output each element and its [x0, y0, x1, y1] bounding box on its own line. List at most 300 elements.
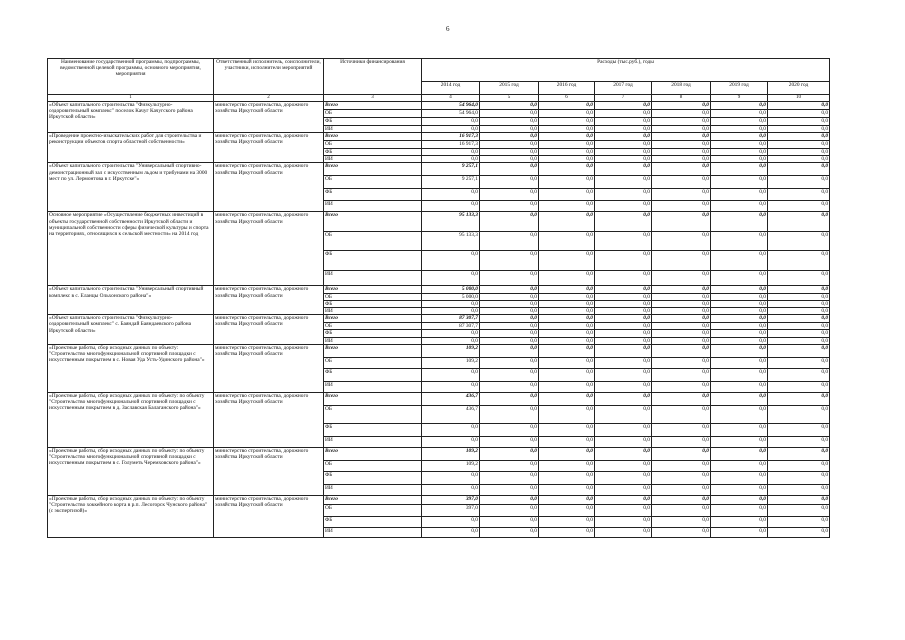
expense-value: 0,0 [480, 117, 539, 125]
expense-value: 0,0 [768, 163, 830, 176]
expense-value: 0,0 [595, 212, 652, 232]
expense-value: 0,0 [422, 156, 480, 163]
expense-value: 0,0 [652, 163, 711, 176]
expense-value: 0,0 [711, 447, 768, 460]
expense-value: 0,0 [595, 156, 652, 163]
funding-source: ОБ [324, 504, 422, 516]
expense-value: 0,0 [652, 337, 711, 344]
expense-value: 0,0 [711, 337, 768, 344]
expense-value: 0,0 [711, 516, 768, 527]
expense-value: 0,0 [768, 307, 830, 314]
expense-value: 0,0 [539, 163, 595, 176]
funding-source: ОБ [324, 357, 422, 368]
expense-value: 0,0 [595, 109, 652, 117]
expense-value: 0,0 [480, 323, 539, 330]
expense-value: 0,0 [480, 251, 539, 271]
funding-source: ИИ [324, 125, 422, 132]
table-row [48, 315, 830, 323]
expense-value: 87 307,7 [422, 323, 480, 330]
funding-source: Всего [324, 392, 422, 405]
expense-value: 0,0 [539, 330, 595, 337]
column-number: 3 [324, 95, 422, 102]
expense-value: 0,0 [539, 460, 595, 471]
expense-value: 0,0 [480, 337, 539, 344]
expense-value: 0,0 [422, 125, 480, 132]
expense-value: 0,0 [768, 405, 830, 423]
expense-value: 0,0 [539, 436, 595, 447]
expense-value: 0,0 [539, 201, 595, 212]
measure-name: «Проектные работы, сбор исходных данных по объекту: по объекту "Строительство хоккейного корта в р.п. Лесогорск Чунского района" (с экспертизой)» [48, 495, 214, 537]
expense-value: 0,0 [539, 148, 595, 155]
expense-value: 16 917,3 [422, 140, 480, 148]
funding-source: ИИ [324, 307, 422, 314]
expense-value: 0,0 [652, 293, 711, 300]
funding-source: ФБ [324, 516, 422, 527]
expense-value: 0,0 [539, 307, 595, 314]
expense-value: 0,0 [711, 368, 768, 381]
expense-value: 0,0 [652, 484, 711, 495]
expense-value: 0,0 [595, 232, 652, 251]
expense-value: 0,0 [652, 368, 711, 381]
expense-value: 0,0 [652, 330, 711, 337]
header-year: 2017 год [595, 82, 652, 95]
expense-value: 0,0 [711, 109, 768, 117]
expense-value: 0,0 [595, 148, 652, 155]
header-name: Наименование государственной программы, подпрограммы, ведомственной целевой программы, основного мероприятия, мероприятия [48, 59, 214, 95]
expense-value: 0,0 [480, 344, 539, 357]
funding-source: Всего [324, 212, 422, 232]
expense-value: 0,0 [652, 516, 711, 527]
expense-value: 0,0 [539, 381, 595, 392]
expense-value: 0,0 [595, 344, 652, 357]
expense-value: 16 917,3 [422, 132, 480, 140]
expense-value: 0,0 [422, 471, 480, 484]
responsible-executor: министерство строительства, дорожного хозяйства Иркутской области [214, 286, 324, 315]
expense-value: 0,0 [422, 148, 480, 155]
expense-value: 0,0 [539, 125, 595, 132]
expense-value: 0,0 [480, 148, 539, 155]
expense-value: 0,0 [595, 201, 652, 212]
expense-value: 0,0 [480, 300, 539, 307]
expense-value: 0,0 [480, 357, 539, 368]
expense-value: 0,0 [539, 176, 595, 189]
header-year: 2014 год [422, 82, 480, 95]
header-row [48, 59, 830, 82]
expense-value: 0,0 [768, 201, 830, 212]
responsible-executor: министерство строительства, дорожного хозяйства Иркутской области [214, 495, 324, 537]
expense-value: 0,0 [595, 163, 652, 176]
column-number: 8 [652, 95, 711, 102]
expense-value: 0,0 [539, 423, 595, 436]
expense-value: 397,0 [422, 504, 480, 516]
table-row [48, 286, 830, 293]
expense-value: 0,0 [422, 527, 480, 537]
funding-source: ОБ [324, 460, 422, 471]
expense-value: 0,0 [539, 344, 595, 357]
expense-value: 0,0 [768, 495, 830, 504]
expense-value: 0,0 [711, 381, 768, 392]
expense-value: 0,0 [652, 392, 711, 405]
funding-source: ФБ [324, 148, 422, 155]
expense-value: 0,0 [768, 293, 830, 300]
responsible-executor: министерство строительства, дорожного хозяйства Иркутской области [214, 344, 324, 392]
expense-value: 0,0 [652, 423, 711, 436]
funding-source: ОБ [324, 109, 422, 117]
funding-source: ФБ [324, 423, 422, 436]
expense-value: 0,0 [539, 323, 595, 330]
expense-value: 9 257,1 [422, 163, 480, 176]
expense-value: 0,0 [652, 148, 711, 155]
funding-source: ИИ [324, 527, 422, 537]
expense-value: 0,0 [422, 271, 480, 286]
expense-value: 0,0 [595, 337, 652, 344]
expense-value: 0,0 [480, 381, 539, 392]
expense-value: 0,0 [711, 251, 768, 271]
expense-value: 0,0 [480, 212, 539, 232]
expense-value: 0,0 [539, 405, 595, 423]
expense-value: 0,0 [480, 315, 539, 323]
funding-source: ФБ [324, 330, 422, 337]
expense-value: 0,0 [711, 101, 768, 109]
funding-source: ФБ [324, 251, 422, 271]
expense-value: 9 257,1 [422, 176, 480, 189]
expense-value: 0,0 [480, 436, 539, 447]
funding-source: ОБ [324, 405, 422, 423]
expense-value: 0,0 [768, 140, 830, 148]
expense-value: 5 000,0 [422, 293, 480, 300]
expense-value: 0,0 [480, 504, 539, 516]
expense-value: 0,0 [652, 447, 711, 460]
expense-value: 0,0 [768, 189, 830, 201]
funding-source: Всего [324, 101, 422, 109]
expense-value: 0,0 [480, 286, 539, 293]
expense-value: 0,0 [595, 101, 652, 109]
table-row [48, 132, 830, 140]
funding-source: ИИ [324, 271, 422, 286]
expense-value: 0,0 [768, 101, 830, 109]
expense-value: 0,0 [422, 307, 480, 314]
expense-value: 109,2 [422, 344, 480, 357]
expense-value: 0,0 [768, 344, 830, 357]
expense-value: 0,0 [595, 125, 652, 132]
expense-value: 0,0 [595, 495, 652, 504]
expense-value: 0,0 [480, 527, 539, 537]
expense-value: 0,0 [480, 447, 539, 460]
expense-value: 0,0 [711, 232, 768, 251]
funding-source: Всего [324, 286, 422, 293]
expense-value: 0,0 [480, 189, 539, 201]
expense-value: 0,0 [711, 212, 768, 232]
expense-value: 0,0 [539, 140, 595, 148]
expense-value: 0,0 [422, 516, 480, 527]
expense-value: 95 133,3 [422, 212, 480, 232]
expense-value: 0,0 [539, 471, 595, 484]
expense-value: 0,0 [768, 232, 830, 251]
responsible-executor: министерство строительства, дорожного хозяйства Иркутской области [214, 212, 324, 286]
column-number: 5 [480, 95, 539, 102]
expense-value: 0,0 [422, 117, 480, 125]
table-row [48, 447, 830, 460]
expense-value: 0,0 [480, 516, 539, 527]
table-body [48, 101, 830, 537]
expense-value: 0,0 [422, 484, 480, 495]
funding-source: Всего [324, 495, 422, 504]
expense-value: 0,0 [539, 447, 595, 460]
expense-value: 0,0 [422, 423, 480, 436]
expense-value: 0,0 [422, 381, 480, 392]
column-number: 6 [539, 95, 595, 102]
expense-value: 0,0 [711, 148, 768, 155]
expense-value: 0,0 [711, 125, 768, 132]
expense-value: 0,0 [422, 436, 480, 447]
expense-value: 0,0 [595, 117, 652, 125]
expense-value: 0,0 [711, 201, 768, 212]
measure-name: «Проектные работы, сбор исходных данных по объекту: "Строительство многофункциональной спортивной площадки с искусственным покрытием в с. Новая Уда Усть-Удинского района"» [48, 344, 214, 392]
table-row [48, 495, 830, 504]
expense-value: 0,0 [768, 286, 830, 293]
expense-value: 0,0 [652, 251, 711, 271]
table-row [48, 344, 830, 357]
expense-value: 54 964,0 [422, 101, 480, 109]
header-year: 2015 год [480, 82, 539, 95]
table-row [48, 212, 830, 232]
expense-value: 0,0 [652, 286, 711, 293]
expense-value: 0,0 [711, 357, 768, 368]
expense-value: 0,0 [711, 504, 768, 516]
expense-value: 0,0 [480, 495, 539, 504]
expense-value: 0,0 [711, 495, 768, 504]
funding-source: Всего [324, 163, 422, 176]
expense-value: 0,0 [480, 392, 539, 405]
measure-name: «Объект капитального строительства "Универсальный спортивный комплекс в с. Еланцы Ольхонского района"» [48, 286, 214, 315]
responsible-executor: министерство строительства, дорожного хозяйства Иркутской области [214, 132, 324, 162]
expense-value: 0,0 [768, 109, 830, 117]
measure-name: «Объект капитального строительства "Универсальный спортивно-демонстрационный зал с искусственным льдом и трибунами на 3000 мест по ул. Лермонтова в г. Иркутске"» [48, 163, 214, 212]
expense-value: 0,0 [539, 337, 595, 344]
table-row [48, 163, 830, 176]
expense-value: 0,0 [768, 125, 830, 132]
expense-value: 0,0 [480, 132, 539, 140]
column-number: 10 [768, 95, 830, 102]
expense-value: 0,0 [768, 132, 830, 140]
expense-value: 0,0 [768, 148, 830, 155]
expense-value: 0,0 [539, 315, 595, 323]
expense-value: 436,7 [422, 405, 480, 423]
expense-value: 0,0 [652, 125, 711, 132]
expense-value: 0,0 [595, 132, 652, 140]
column-number: 9 [711, 95, 768, 102]
expense-value: 0,0 [711, 392, 768, 405]
expense-value: 0,0 [711, 293, 768, 300]
expense-value: 0,0 [768, 156, 830, 163]
responsible-executor: министерство строительства, дорожного хозяйства Иркутской области [214, 392, 324, 447]
expense-value: 0,0 [539, 212, 595, 232]
expense-value: 0,0 [768, 447, 830, 460]
expense-value: 0,0 [595, 504, 652, 516]
header-expenses: Расходы (тыс.руб.), годы [422, 59, 830, 82]
expense-value: 0,0 [652, 504, 711, 516]
expense-value: 0,0 [595, 381, 652, 392]
expense-value: 0,0 [539, 495, 595, 504]
funding-source: ИИ [324, 201, 422, 212]
column-number: 4 [422, 95, 480, 102]
funding-source: Всего [324, 344, 422, 357]
expense-value: 0,0 [652, 109, 711, 117]
expense-value: 109,2 [422, 357, 480, 368]
expense-value: 0,0 [768, 516, 830, 527]
expense-value: 0,0 [539, 527, 595, 537]
expense-value: 0,0 [768, 423, 830, 436]
funding-source: ФБ [324, 471, 422, 484]
expense-value: 0,0 [652, 323, 711, 330]
expense-value: 0,0 [480, 156, 539, 163]
expense-value: 0,0 [711, 405, 768, 423]
expense-value: 0,0 [595, 471, 652, 484]
expense-value: 0,0 [652, 471, 711, 484]
expense-value: 0,0 [480, 471, 539, 484]
expense-value: 0,0 [768, 484, 830, 495]
expense-value: 0,0 [768, 504, 830, 516]
responsible-executor: министерство строительства, дорожного хозяйства Иркутской области [214, 447, 324, 495]
expense-value: 0,0 [768, 381, 830, 392]
expense-value: 0,0 [539, 392, 595, 405]
expense-value: 0,0 [595, 307, 652, 314]
expense-value: 0,0 [480, 307, 539, 314]
expense-value: 0,0 [539, 357, 595, 368]
expense-value: 0,0 [539, 516, 595, 527]
expense-value: 95 133,3 [422, 232, 480, 251]
expense-value: 0,0 [422, 330, 480, 337]
expense-value: 0,0 [711, 300, 768, 307]
expense-value: 0,0 [652, 460, 711, 471]
expense-value: 0,0 [652, 201, 711, 212]
expense-value: 0,0 [711, 163, 768, 176]
expense-value: 0,0 [768, 527, 830, 537]
funding-source: ФБ [324, 368, 422, 381]
expense-value: 0,0 [768, 357, 830, 368]
column-number: 7 [595, 95, 652, 102]
header-year: 2018 год [652, 82, 711, 95]
budget-table [47, 58, 830, 538]
header-year: 2020 год [768, 82, 830, 95]
expense-value: 0,0 [539, 504, 595, 516]
expense-value: 0,0 [652, 132, 711, 140]
expense-value: 0,0 [480, 140, 539, 148]
expense-value: 0,0 [595, 300, 652, 307]
funding-source: ФБ [324, 189, 422, 201]
expense-value: 0,0 [539, 286, 595, 293]
responsible-executor: министерство строительства, дорожного хозяйства Иркутской области [214, 163, 324, 212]
expense-value: 0,0 [595, 357, 652, 368]
expense-value: 0,0 [595, 315, 652, 323]
funding-source: ФБ [324, 117, 422, 125]
expense-value: 0,0 [422, 300, 480, 307]
expense-value: 0,0 [768, 323, 830, 330]
expense-value: 0,0 [711, 176, 768, 189]
expense-value: 0,0 [652, 344, 711, 357]
expense-value: 0,0 [652, 232, 711, 251]
funding-source: ОБ [324, 176, 422, 189]
expense-value: 0,0 [539, 271, 595, 286]
expense-value: 0,0 [539, 117, 595, 125]
expense-value: 0,0 [711, 330, 768, 337]
expense-value: 0,0 [539, 189, 595, 201]
expense-value: 0,0 [711, 156, 768, 163]
funding-source: Всего [324, 132, 422, 140]
expense-value: 0,0 [595, 484, 652, 495]
expense-value: 0,0 [768, 117, 830, 125]
expense-value: 0,0 [595, 251, 652, 271]
funding-source: ОБ [324, 323, 422, 330]
measure-name: «Объект капитального строительства "Физкультурно-оздоровительный комплекс" поселок Качуг Качугского района Иркутской области» [48, 101, 214, 132]
expense-value: 0,0 [595, 516, 652, 527]
expense-value: 0,0 [595, 330, 652, 337]
expense-value: 0,0 [768, 392, 830, 405]
expense-value: 0,0 [652, 381, 711, 392]
funding-source: Всего [324, 447, 422, 460]
expense-value: 0,0 [652, 527, 711, 537]
column-number-row [48, 95, 830, 102]
funding-source: ИИ [324, 436, 422, 447]
measure-name: «Проектные работы, сбор исходных данных по объекту: по объекту "Строительство многофункциональной спортивной площадки с искусственным покрытием в с. Голуметь Черемховского района"» [48, 447, 214, 495]
expense-value: 0,0 [422, 368, 480, 381]
expense-value: 0,0 [539, 484, 595, 495]
expense-value: 0,0 [711, 423, 768, 436]
funding-source: ИИ [324, 337, 422, 344]
expense-value: 0,0 [711, 436, 768, 447]
header-source: Источники финансирования [324, 59, 422, 95]
expense-value: 0,0 [652, 307, 711, 314]
expense-value: 54 964,0 [422, 109, 480, 117]
expense-value: 0,0 [652, 101, 711, 109]
expense-value: 0,0 [711, 460, 768, 471]
expense-value: 0,0 [595, 392, 652, 405]
funding-source: ОБ [324, 293, 422, 300]
table-row [48, 392, 830, 405]
expense-value: 0,0 [422, 251, 480, 271]
expense-value: 0,0 [652, 315, 711, 323]
expense-value: 109,2 [422, 460, 480, 471]
expense-value: 109,2 [422, 447, 480, 460]
expense-value: 0,0 [711, 484, 768, 495]
expense-value: 0,0 [480, 293, 539, 300]
expense-value: 0,0 [711, 315, 768, 323]
table-row [48, 101, 830, 109]
expense-value: 0,0 [480, 484, 539, 495]
expense-value: 0,0 [480, 163, 539, 176]
expense-value: 0,0 [768, 337, 830, 344]
page-number: 6 [446, 25, 450, 33]
expense-value: 0,0 [768, 212, 830, 232]
expense-value: 0,0 [652, 140, 711, 148]
expense-value: 0,0 [480, 101, 539, 109]
funding-source: ФБ [324, 300, 422, 307]
expense-value: 0,0 [711, 307, 768, 314]
expense-value: 0,0 [480, 405, 539, 423]
expense-value: 0,0 [480, 368, 539, 381]
expense-value: 0,0 [652, 495, 711, 504]
expense-value: 0,0 [595, 176, 652, 189]
expense-value: 0,0 [711, 286, 768, 293]
expense-value: 0,0 [480, 109, 539, 117]
expense-value: 0,0 [480, 232, 539, 251]
funding-source: ИИ [324, 484, 422, 495]
expense-value: 0,0 [480, 330, 539, 337]
expense-value: 0,0 [595, 405, 652, 423]
expense-value: 0,0 [711, 344, 768, 357]
expense-value: 0,0 [595, 460, 652, 471]
header-year: 2019 год [711, 82, 768, 95]
